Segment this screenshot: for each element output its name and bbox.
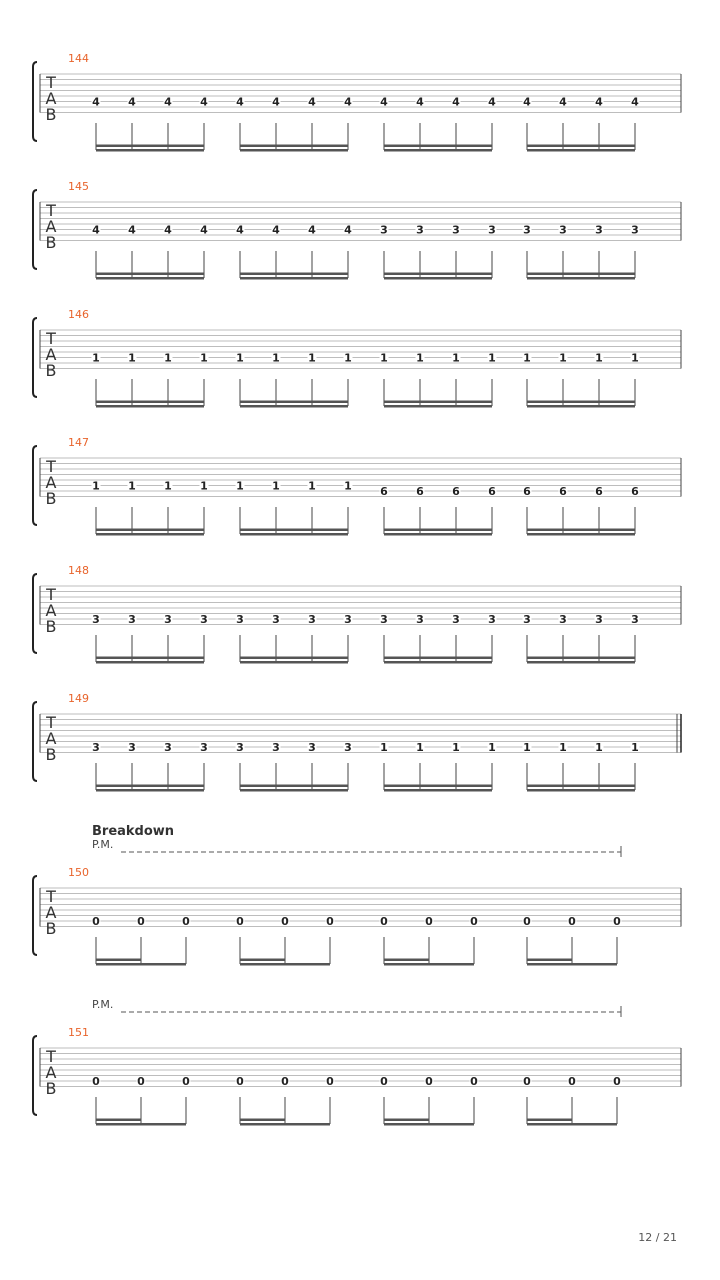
fret-number: 3	[92, 613, 100, 626]
fret-number: 3	[308, 613, 316, 626]
fret-number: 6	[523, 485, 531, 498]
beam-primary	[527, 405, 635, 408]
fret-number: 3	[416, 613, 424, 626]
measure-number: 146	[68, 308, 89, 321]
fret-number: 4	[308, 95, 316, 109]
beam-primary	[384, 533, 492, 536]
beam-secondary	[240, 959, 285, 962]
measure-number: 148	[68, 564, 89, 577]
beam-primary	[96, 149, 204, 152]
beam-primary	[384, 1123, 474, 1126]
fret-number: 1	[523, 741, 531, 754]
fret-number: 1	[631, 351, 639, 365]
tab-clef-letter: T	[46, 713, 56, 732]
fret-number: 3	[128, 613, 136, 626]
fret-number: 3	[452, 223, 460, 237]
fret-number: 3	[92, 741, 100, 754]
beam-primary	[240, 149, 348, 152]
section-label: Breakdown	[92, 824, 175, 839]
beam-secondary	[527, 785, 635, 788]
beam-secondary	[96, 145, 204, 148]
fret-number: 1	[452, 741, 460, 754]
beam-secondary	[527, 657, 635, 660]
fret-number: 4	[128, 223, 136, 237]
fret-number: 0	[326, 915, 334, 928]
fret-number: 1	[416, 351, 424, 365]
beam-secondary	[384, 959, 429, 962]
fret-number: 0	[137, 1075, 145, 1088]
beam-secondary	[384, 401, 492, 404]
fret-number: 3	[344, 741, 352, 754]
fret-number: 3	[164, 741, 172, 754]
fret-number: 0	[425, 915, 433, 928]
staff-system-146	[33, 308, 681, 408]
tab-clef-letter: A	[45, 473, 57, 492]
fret-number: 1	[488, 351, 496, 365]
tab-clef-letter: A	[45, 217, 57, 236]
fret-number: 4	[416, 95, 424, 109]
fret-number: 3	[128, 741, 136, 754]
beam-primary	[240, 789, 348, 792]
beam-primary	[240, 661, 348, 664]
fret-number: 6	[488, 485, 496, 498]
fret-number: 0	[380, 915, 388, 928]
fret-number: 3	[559, 223, 567, 237]
fret-number: 6	[452, 485, 460, 498]
fret-number: 3	[416, 223, 424, 237]
fret-number: 6	[380, 485, 388, 498]
fret-number: 1	[631, 741, 639, 754]
beam-secondary	[384, 1119, 429, 1122]
beam-primary	[96, 661, 204, 664]
page-number: 12 / 21	[638, 1231, 677, 1244]
fret-number: 4	[200, 223, 208, 237]
fret-number: 1	[523, 351, 531, 365]
beam-primary	[527, 149, 635, 152]
fret-number: 0	[236, 915, 244, 928]
tab-clef-letter: T	[46, 329, 56, 348]
beam-primary	[96, 405, 204, 408]
tab-clef-letter: A	[45, 601, 57, 620]
fret-number: 3	[523, 613, 531, 626]
fret-number: 3	[452, 613, 460, 626]
measure-number: 144	[68, 52, 89, 65]
beam-secondary	[527, 1119, 572, 1122]
fret-number: 3	[200, 613, 208, 626]
fret-number: 4	[128, 95, 136, 109]
tab-clef-letter: B	[45, 105, 57, 124]
fret-number: 4	[92, 223, 100, 237]
fret-number: 1	[595, 741, 603, 754]
tab-clef-letter: B	[45, 919, 57, 938]
fret-number: 1	[416, 741, 424, 754]
tab-clef-letter: A	[45, 1063, 57, 1082]
fret-number: 6	[559, 485, 567, 498]
beam-secondary	[527, 145, 635, 148]
beam-secondary	[240, 785, 348, 788]
system-bracket	[33, 574, 37, 653]
fret-number: 4	[523, 95, 531, 109]
fret-number: 1	[128, 351, 136, 365]
fret-number: 0	[470, 1075, 478, 1088]
beam-primary	[384, 405, 492, 408]
beam-primary	[240, 277, 348, 280]
staff-system-151	[33, 998, 681, 1126]
tab-clef-letter: B	[45, 745, 57, 764]
fret-number: 1	[488, 741, 496, 754]
system-bracket	[33, 1036, 37, 1115]
beam-secondary	[240, 145, 348, 148]
fret-number: 1	[236, 479, 244, 493]
beam-primary	[240, 1123, 330, 1126]
beam-primary	[96, 789, 204, 792]
fret-number: 3	[344, 613, 352, 626]
page-total: 21	[663, 1231, 677, 1244]
tab-clef-letter: A	[45, 903, 57, 922]
page-current: 12	[638, 1231, 653, 1244]
fret-number: 0	[568, 915, 576, 928]
fret-number: 1	[559, 741, 567, 754]
beam-secondary	[96, 785, 204, 788]
fret-number: 4	[272, 223, 280, 237]
beam-secondary	[240, 401, 348, 404]
fret-number: 3	[380, 223, 388, 237]
staff-system-149	[33, 692, 681, 792]
beam-secondary	[384, 657, 492, 660]
fret-number: 1	[200, 479, 208, 493]
fret-number: 0	[380, 1075, 388, 1088]
fret-number: 4	[164, 95, 172, 109]
fret-number: 3	[272, 613, 280, 626]
beam-secondary	[527, 529, 635, 532]
beam-secondary	[240, 273, 348, 276]
beam-secondary	[240, 529, 348, 532]
system-bracket	[33, 702, 37, 781]
fret-number: 0	[470, 915, 478, 928]
fret-number: 0	[236, 1075, 244, 1088]
beam-secondary	[96, 1119, 141, 1122]
tab-clef-letter: T	[46, 73, 56, 92]
fret-number: 0	[613, 1075, 621, 1088]
beam-primary	[96, 533, 204, 536]
tab-clef-letter: B	[45, 361, 57, 380]
fret-number: 1	[200, 351, 208, 365]
beam-primary	[527, 963, 617, 966]
tab-clef-letter: T	[46, 1047, 56, 1066]
beam-secondary	[384, 529, 492, 532]
beam-primary	[240, 405, 348, 408]
fret-number: 4	[595, 95, 603, 109]
beam-secondary	[240, 1119, 285, 1122]
fret-number: 3	[595, 223, 603, 237]
fret-number: 0	[281, 915, 289, 928]
fret-number: 3	[380, 613, 388, 626]
tab-clef-letter: B	[45, 489, 57, 508]
beam-secondary	[96, 529, 204, 532]
fret-number: 0	[523, 1075, 531, 1088]
fret-number: 1	[308, 479, 316, 493]
beam-secondary	[96, 273, 204, 276]
system-bracket	[33, 318, 37, 397]
fret-number: 3	[523, 223, 531, 237]
fret-number: 6	[416, 485, 424, 498]
fret-number: 3	[200, 741, 208, 754]
beam-primary	[384, 661, 492, 664]
staff-system-150	[33, 824, 681, 966]
beam-primary	[96, 963, 186, 966]
fret-number: 4	[631, 95, 639, 109]
fret-number: 1	[128, 479, 136, 493]
tab-clef-letter: T	[46, 887, 56, 906]
fret-number: 4	[272, 95, 280, 109]
fret-number: 3	[559, 613, 567, 626]
fret-number: 4	[236, 95, 244, 109]
beam-primary	[527, 789, 635, 792]
beam-primary	[384, 149, 492, 152]
staff-system-147	[33, 436, 681, 536]
fret-number: 1	[272, 479, 280, 493]
fret-number: 3	[488, 613, 496, 626]
fret-number: 0	[523, 915, 531, 928]
fret-number: 1	[380, 351, 388, 365]
beam-primary	[384, 963, 474, 966]
fret-number: 3	[272, 741, 280, 754]
beam-primary	[527, 533, 635, 536]
tab-clef-letter: T	[46, 457, 56, 476]
fret-number: 6	[631, 485, 639, 498]
fret-number: 1	[452, 351, 460, 365]
fret-number: 4	[452, 95, 460, 109]
staff-system-144	[33, 52, 681, 152]
beam-secondary	[527, 401, 635, 404]
fret-number: 4	[236, 223, 244, 237]
fret-number: 3	[164, 613, 172, 626]
fret-number: 1	[308, 351, 316, 365]
measure-number: 145	[68, 180, 89, 193]
fret-number: 0	[281, 1075, 289, 1088]
beam-primary	[96, 277, 204, 280]
measure-number: 150	[68, 866, 89, 879]
beam-primary	[527, 661, 635, 664]
fret-number: 0	[92, 915, 100, 928]
beam-secondary	[527, 273, 635, 276]
tab-clef-letter: B	[45, 1079, 57, 1098]
fret-number: 1	[344, 479, 352, 493]
measure-number: 147	[68, 436, 89, 449]
fret-number: 0	[425, 1075, 433, 1088]
beam-primary	[527, 1123, 617, 1126]
staff-system-148	[33, 564, 681, 664]
fret-number: 4	[344, 95, 352, 109]
beam-primary	[527, 277, 635, 280]
beam-primary	[384, 789, 492, 792]
tab-clef-letter: T	[46, 585, 56, 604]
fret-number: 3	[631, 223, 639, 237]
fret-number: 1	[164, 351, 172, 365]
fret-number: 1	[272, 351, 280, 365]
fret-number: 1	[92, 479, 100, 493]
fret-number: 4	[559, 95, 567, 109]
system-bracket	[33, 62, 37, 141]
fret-number: 0	[326, 1075, 334, 1088]
fret-number: 4	[164, 223, 172, 237]
fret-number: 1	[236, 351, 244, 365]
beam-secondary	[240, 657, 348, 660]
fret-number: 1	[380, 741, 388, 754]
staff-system-145	[33, 180, 681, 280]
beam-secondary	[96, 657, 204, 660]
fret-number: 4	[92, 95, 100, 109]
system-bracket	[33, 190, 37, 269]
fret-number: 3	[595, 613, 603, 626]
fret-number: 4	[308, 223, 316, 237]
fret-number: 4	[488, 95, 496, 109]
tab-clef-letter: A	[45, 729, 57, 748]
tab-clef-letter: B	[45, 233, 57, 252]
fret-number: 3	[308, 741, 316, 754]
fret-number: 4	[344, 223, 352, 237]
beam-secondary	[384, 145, 492, 148]
beam-secondary	[384, 273, 492, 276]
fret-number: 0	[182, 915, 190, 928]
palm-mute-label: P.M.	[92, 998, 114, 1011]
palm-mute-label: P.M.	[92, 838, 114, 851]
fret-number: 0	[613, 915, 621, 928]
fret-number: 1	[92, 351, 100, 365]
tab-clef-letter: T	[46, 201, 56, 220]
fret-number: 1	[344, 351, 352, 365]
tab-clef-letter: A	[45, 345, 57, 364]
beam-secondary	[384, 785, 492, 788]
fret-number: 0	[568, 1075, 576, 1088]
fret-number: 0	[137, 915, 145, 928]
beam-primary	[240, 533, 348, 536]
fret-number: 4	[380, 95, 388, 109]
fret-number: 3	[631, 613, 639, 626]
beam-primary	[384, 277, 492, 280]
beam-secondary	[96, 959, 141, 962]
fret-number: 3	[236, 741, 244, 754]
beam-secondary	[527, 959, 572, 962]
fret-number: 3	[488, 223, 496, 237]
tab-clef-letter: A	[45, 89, 57, 108]
measure-number: 151	[68, 1026, 89, 1039]
fret-number: 0	[92, 1075, 100, 1088]
fret-number: 4	[200, 95, 208, 109]
beam-primary	[96, 1123, 186, 1126]
beam-secondary	[96, 401, 204, 404]
tab-clef-letter: B	[45, 617, 57, 636]
fret-number: 6	[595, 485, 603, 498]
fret-number: 1	[595, 351, 603, 365]
fret-number: 1	[164, 479, 172, 493]
system-bracket	[33, 876, 37, 955]
fret-number: 3	[236, 613, 244, 626]
fret-number: 1	[559, 351, 567, 365]
system-bracket	[33, 446, 37, 525]
fret-number: 0	[182, 1075, 190, 1088]
measure-number: 149	[68, 692, 89, 705]
beam-primary	[240, 963, 330, 966]
